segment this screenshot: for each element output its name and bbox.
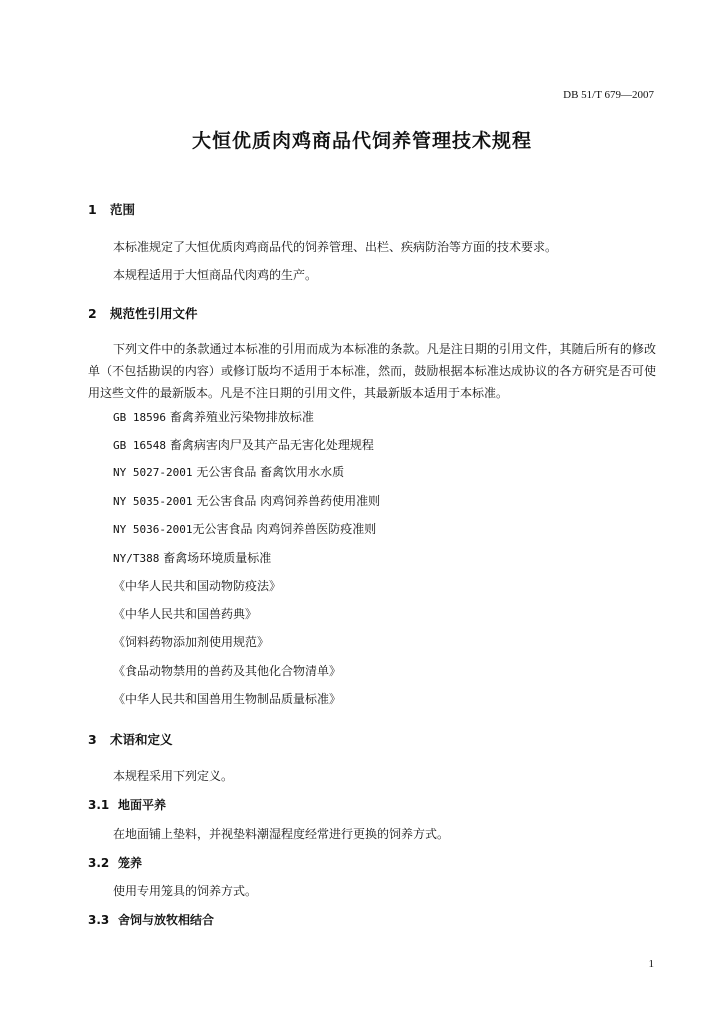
reference-code: NY 5036-2001	[113, 523, 193, 536]
term-number: 3.1	[88, 798, 110, 812]
section-number: 2	[88, 306, 97, 321]
term-heading	[88, 796, 166, 813]
reference-code: GB 18596	[113, 411, 166, 424]
term-number: 3.3	[88, 913, 110, 927]
reference-title: 无公害食品 肉鸡饲养兽药使用准则	[196, 494, 381, 508]
document-code: DB 51/T 679—2007	[563, 89, 654, 101]
page-title: 大恒优质肉鸡商品代饲养管理技术规程	[191, 130, 532, 152]
section-heading-scope	[88, 200, 135, 218]
section-title: 范围	[110, 202, 136, 217]
term-heading	[88, 911, 214, 928]
reference-item	[113, 549, 271, 566]
section-number: 3	[88, 732, 97, 747]
section-heading-terms	[88, 730, 173, 748]
paragraph: 本规程采用下列定义。	[113, 769, 234, 783]
reference-code: NY/T388	[113, 552, 160, 565]
reference-title: 畜禽场环境质量标准	[163, 551, 272, 565]
section-title: 术语和定义	[110, 732, 173, 747]
term-title: 笼养	[118, 856, 143, 870]
law-reference: 《中华人民共和国兽药典》	[113, 607, 258, 621]
term-heading	[88, 854, 142, 871]
law-reference: 《食品动物禁用的兽药及其他化合物清单》	[113, 664, 342, 678]
section-title: 规范性引用文件	[110, 306, 198, 321]
page-number: 1	[648, 958, 654, 970]
reference-item	[113, 520, 376, 537]
reference-code: NY 5035-2001	[113, 495, 193, 508]
reference-item	[113, 463, 344, 480]
paragraph: 本标准规定了大恒优质肉鸡商品代的饲养管理、出栏、疾病防治等方面的技术要求。	[113, 240, 558, 254]
reference-title: 畜禽病害肉尸及其产品无害化处理规程	[169, 438, 374, 452]
section-number: 1	[88, 202, 97, 217]
term-definition: 在地面铺上垫料，并视垫料潮湿程度经常进行更换的饲养方式。	[113, 827, 450, 841]
reference-title: 无公害食品 畜禽饮用水水质	[196, 465, 345, 479]
term-number: 3.2	[88, 856, 110, 870]
reference-code: NY 5027-2001	[113, 466, 193, 479]
reference-item	[113, 436, 374, 453]
reference-title: 畜禽养殖业污染物排放标准	[169, 410, 314, 424]
reference-item	[113, 492, 380, 509]
reference-code: GB 16548	[113, 439, 166, 452]
law-reference: 《中华人民共和国动物防疫法》	[113, 579, 282, 593]
paragraph: 本规程适用于大恒商品代肉鸡的生产。	[113, 268, 318, 282]
law-reference: 《饲料药物添加剂使用规范》	[113, 635, 270, 649]
reference-item	[113, 408, 314, 425]
law-reference: 《中华人民共和国兽用生物制品质量标准》	[113, 692, 342, 706]
term-title: 地面平养	[118, 798, 167, 812]
section-heading-normative-references	[88, 304, 198, 322]
references-intro-paragraph: 下列文件中的条款通过本标准的引用而成为本标准的条款。凡是注日期的引用文件，其随后所有的修改单（不包括勘误的内容）或修订版均不适用于本标准，然而，鼓励根据本标准达成协议的各方研究是否可使用这些文件的最新版本。凡是不注日期的引用文件，其最新版本适用于本标准。	[88, 342, 656, 400]
term-title: 舍饲与放牧相结合	[118, 913, 215, 927]
reference-title: 无公害食品 肉鸡饲养兽医防疫准则	[192, 522, 377, 536]
term-definition: 使用专用笼具的饲养方式。	[113, 884, 258, 898]
